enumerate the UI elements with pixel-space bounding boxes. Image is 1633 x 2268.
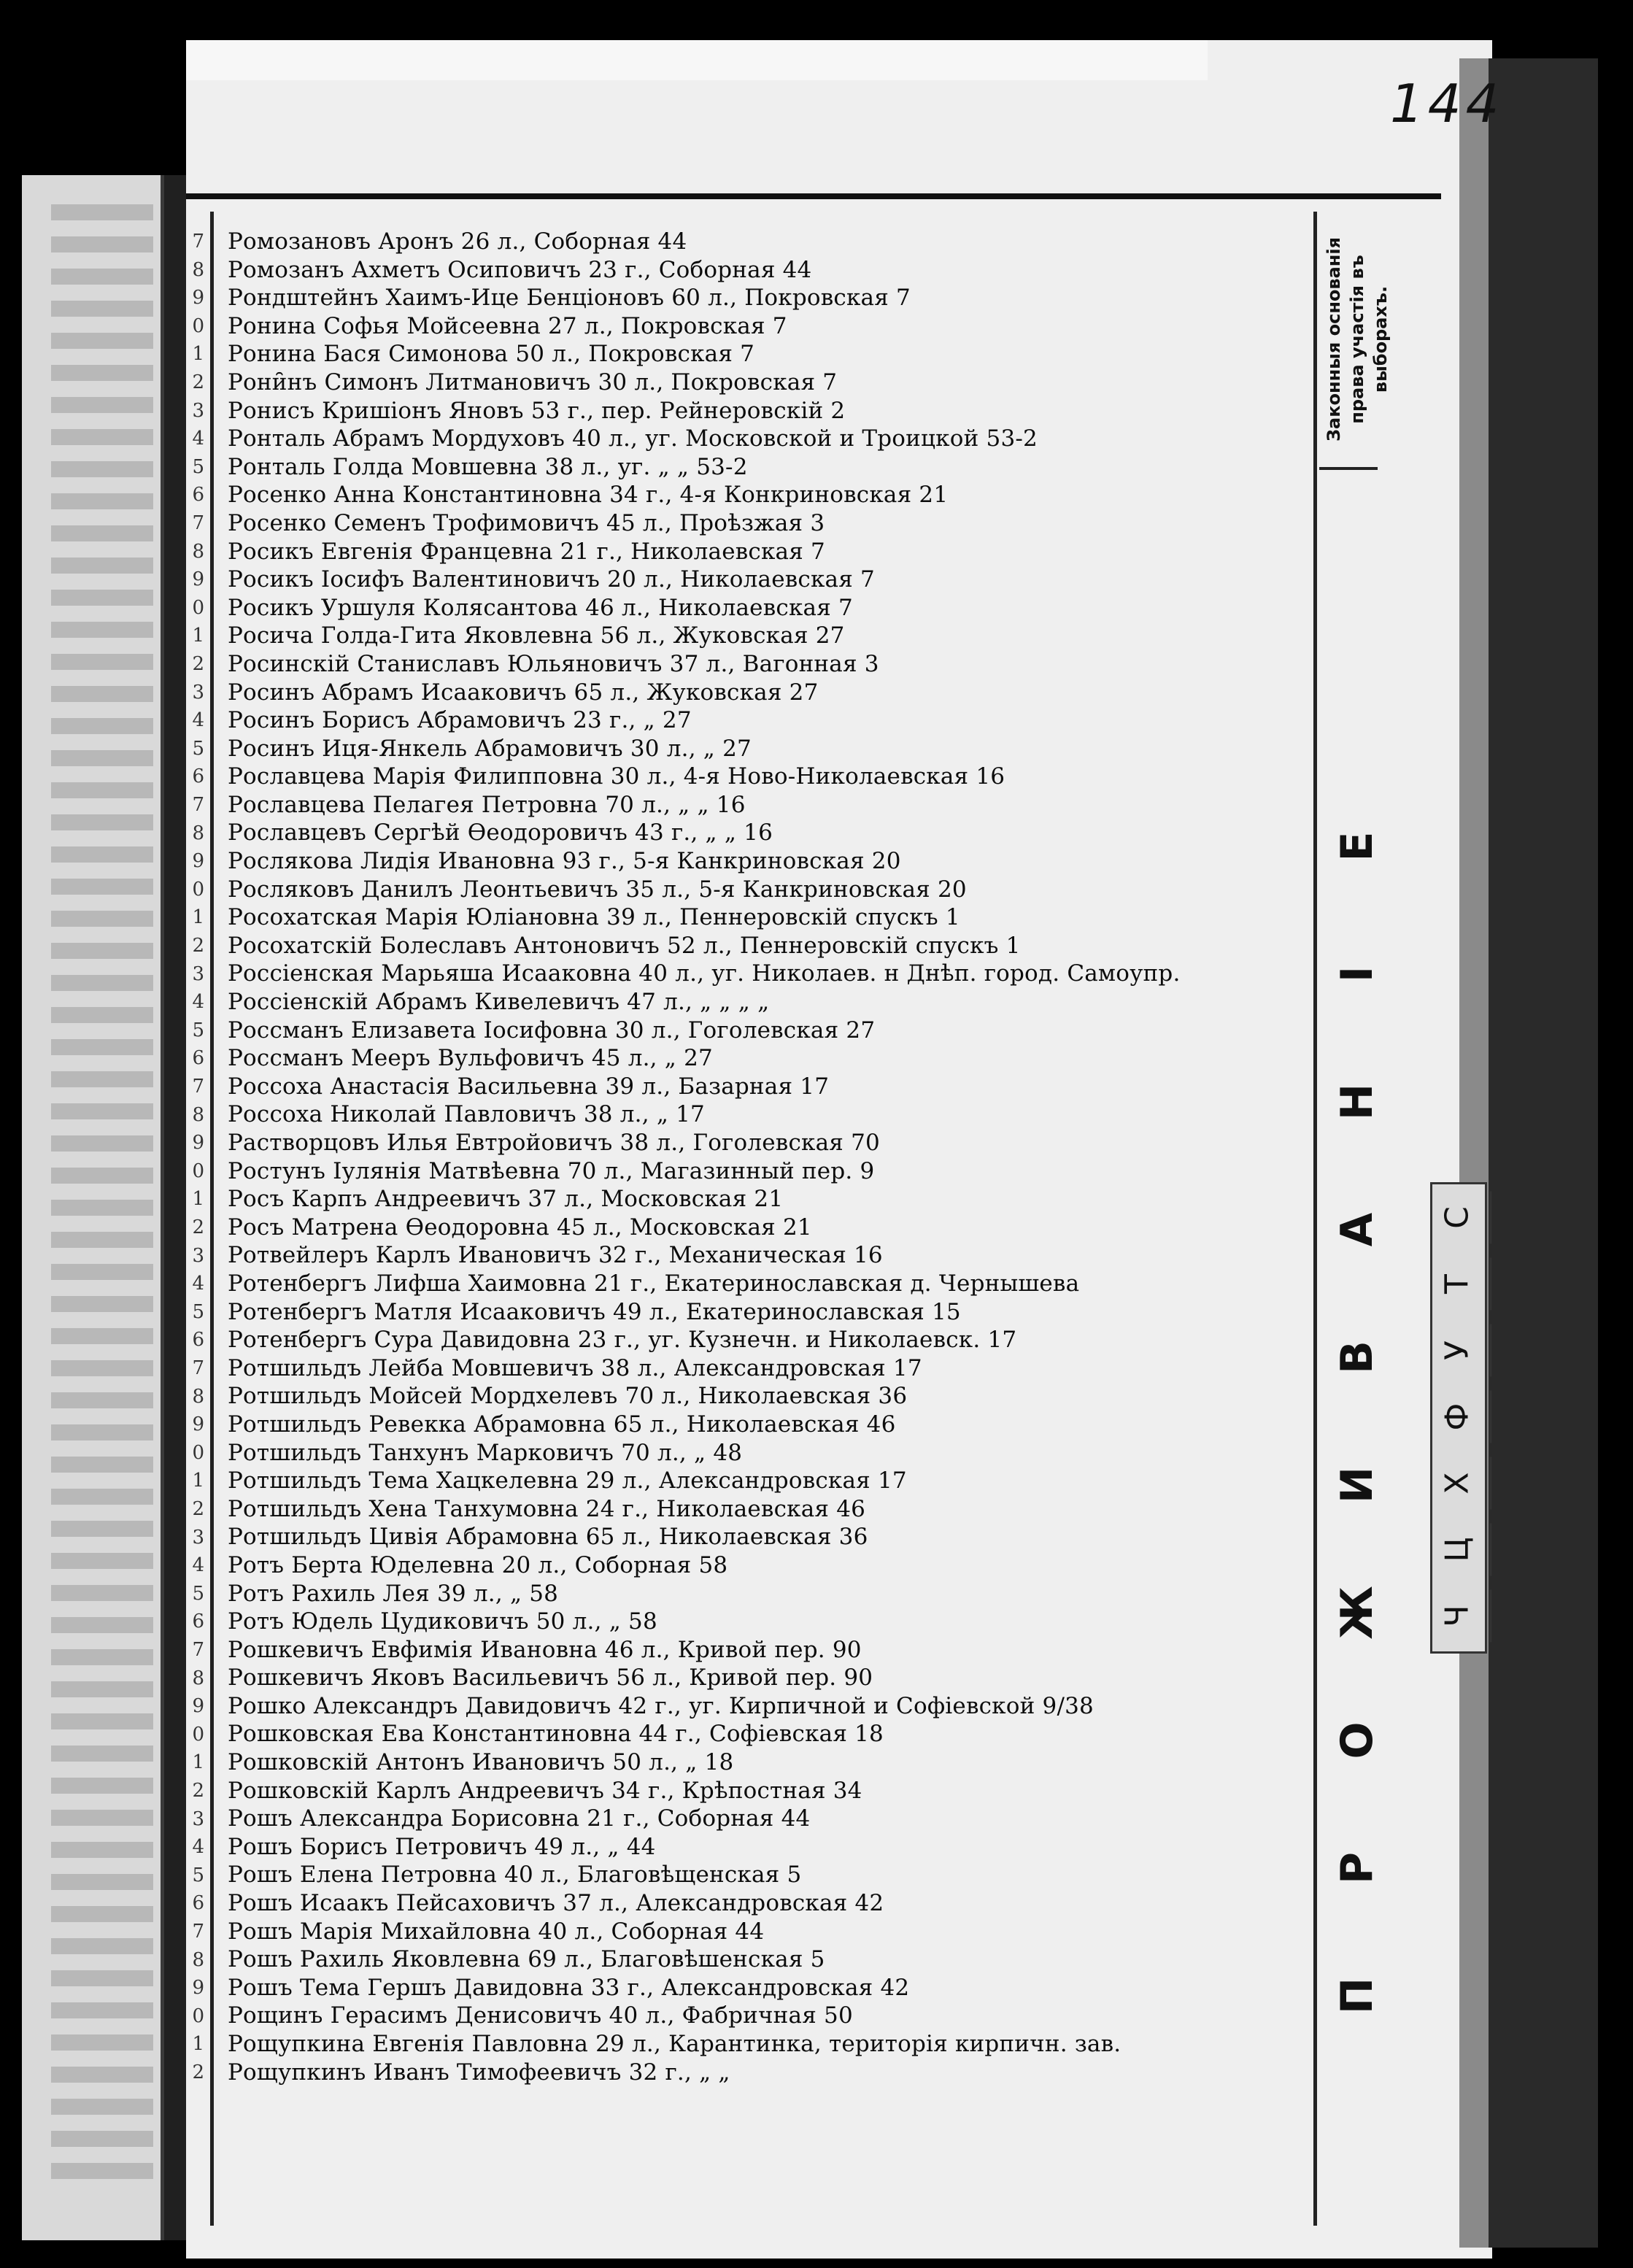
row-number: 7	[192, 1076, 204, 1098]
faint-text-line	[51, 1264, 153, 1280]
list-item: Рощинъ Герасимъ Денисовичъ 40 л., Фабричная 50	[228, 2002, 853, 2029]
list-item: Рославцевъ Сергѣй Ѳеодоровичъ 43 г., „ „ 16	[228, 819, 773, 846]
list-item: Росляковъ Данилъ Леонтьевичъ 35 л., 5-я Канкриновская 20	[228, 876, 967, 903]
list-item: Ротвейлеръ Карлъ Ивановичъ 32 г., Механическая 16	[228, 1242, 883, 1269]
list-item: Росохатская Марія Юліановна 39 л., Пеннеровскій спускъ 1	[228, 904, 960, 931]
tab-letter: Ф	[1426, 1391, 1492, 1443]
faint-text-line	[51, 1810, 153, 1826]
list-item: Россоха Николай Павловичъ 38 л., „ 17	[228, 1101, 705, 1128]
alphabet-tab	[1430, 1182, 1487, 1654]
list-item: Ротшильдъ Тема Хацкелевна 29 л., Александровская 17	[228, 1467, 907, 1494]
list-item: Рошкевичъ Евфимія Ивановна 46 л., Кривой пер. 90	[228, 1636, 862, 1663]
faint-text-line	[51, 590, 153, 606]
list-item: Ротшильдъ Лейба Мовшевичъ 38 л., Александровская 17	[228, 1354, 922, 1381]
list-item: Росинскій Станиславъ Юльяновичъ 37 л., Вагонная 3	[228, 650, 879, 677]
list-item: Ротшильдъ Танхунъ Марковичъ 70 л., „ 48	[228, 1439, 743, 1466]
faint-text-line	[51, 2002, 153, 2018]
list-item: Ронина Бася Симонова 50 л., Покровская 7	[228, 341, 755, 368]
row-number: 8	[192, 1667, 204, 1689]
page-edge-shadow	[1459, 58, 1492, 2248]
heading-letter: Р	[1332, 1852, 1383, 1884]
row-number: 7	[192, 1357, 204, 1379]
list-item: Рощупкина Евгенія Павловна 29 л., Карантинка, територія кирпичн. зав.	[228, 2031, 1122, 2057]
column-rule-right	[1313, 212, 1317, 2226]
faint-text-line	[51, 558, 153, 574]
list-item: Россманъ Мееръ Вульфовичъ 45 л., „ 27	[228, 1045, 713, 1072]
list-item: Рошковскій Антонъ Ивановичъ 50 л., „ 18	[228, 1749, 734, 1776]
faint-text-line	[51, 2131, 153, 2147]
faint-text-line	[51, 1649, 153, 1665]
list-item: Рославцева Марія Филипповна 30 л., 4-я Ново-Николаевская 16	[228, 763, 1005, 790]
faint-text-line	[51, 975, 153, 991]
list-item: Ротъ Рахиль Лея 39 л., „ 58	[228, 1580, 559, 1607]
faint-text-line	[51, 1232, 153, 1248]
list-item: Рошъ Тема Гершъ Давидовна 33 г., Александровская 42	[228, 1974, 910, 2001]
list-item: Ронталь Абрамъ Мордуховъ 40 л., уг. Московской и Троицкой 53-2	[228, 425, 1038, 452]
list-item: Росинъ Абрамъ Исааковичъ 65 л., Жуковская 27	[228, 679, 819, 706]
row-number: 7	[192, 794, 204, 816]
row-number: 6	[192, 1892, 204, 1915]
list-item: Рошъ Борисъ Петровичъ 49 л., „ 44	[228, 1833, 656, 1860]
row-number: 2	[192, 653, 204, 675]
row-number: 3	[192, 963, 204, 985]
row-number: 2	[192, 1216, 204, 1238]
row-number: 9	[192, 1132, 204, 1154]
list-item: Росинъ Иця-Янкель Абрамовичъ 30 л., „ 27	[228, 735, 752, 762]
row-number: 7	[192, 1921, 204, 1943]
list-item: Ротенбергъ Сура Давидовна 23 г., уг. Кузнечн. и Николаевск. 17	[228, 1327, 1017, 1354]
heading-letter: П	[1332, 1977, 1383, 2015]
faint-text-line	[51, 1071, 153, 1087]
row-number: 5	[192, 455, 204, 478]
list-item: Рошковскій Карлъ Андреевичъ 34 г., Крѣпостная 34	[228, 1777, 862, 1804]
heading-letter: І	[1332, 965, 1383, 983]
faint-text-line	[51, 1489, 153, 1505]
faint-text-line	[51, 429, 153, 445]
row-number: 1	[192, 1470, 204, 1492]
list-item: Ротъ Юдель Цудиковичъ 50 л., „ 58	[228, 1608, 657, 1635]
faint-text-line	[51, 1200, 153, 1216]
list-item: Рошко Александръ Давидовичъ 42 г., уг. Кирпичной и Софіевской 9/38	[228, 1692, 1094, 1719]
side-header-rule	[1319, 467, 1378, 470]
tab-letter: Т	[1426, 1258, 1492, 1311]
list-item: Рошъ Исаакъ Пейсаховичъ 37 л., Александровская 42	[228, 1890, 884, 1917]
row-number: 5	[192, 1019, 204, 1041]
faint-text-line	[51, 269, 153, 285]
list-item: Росинъ Борисъ Абрамовичъ 23 г., „ 27	[228, 707, 692, 734]
list-item: Ротшильдъ Мойсей Мордхелевъ 70 л., Николаевская 36	[228, 1383, 908, 1410]
list-item: Рошъ Александра Борисовна 21 г., Соборная 44	[228, 1805, 811, 1832]
faint-text-line	[51, 1007, 153, 1023]
row-number: 9	[192, 1695, 204, 1718]
faint-text-line	[51, 2034, 153, 2051]
list-item: Ронина Софья Мойсеевна 27 л., Покровская 7	[228, 312, 787, 339]
row-number: 6	[192, 484, 204, 506]
faint-text-line	[51, 1617, 153, 1633]
row-number: 3	[192, 399, 204, 422]
row-number: 7	[192, 1639, 204, 1661]
faint-text-line	[51, 1938, 153, 1954]
faint-text-line	[51, 1874, 153, 1890]
tab-letter: С	[1426, 1192, 1492, 1244]
list-item: Рошъ Елена Петровна 40 л., Благовѣщенская 5	[228, 1862, 802, 1889]
row-number: 7	[192, 231, 204, 252]
row-number: 1	[192, 1188, 204, 1211]
row-number: 8	[192, 258, 204, 281]
list-item: Россіенская Марьяша Исааковна 40 л., уг. Николаев. н Днѣп. город. Самоупр.	[228, 960, 1181, 987]
faint-text-line	[51, 1521, 153, 1537]
list-item: Ротшильдъ Хена Танхумовна 24 г., Николаевская 46	[228, 1495, 866, 1522]
list-item: Рощупкинъ Иванъ Тимофеевичъ 32 г., „ „	[228, 2059, 730, 2086]
row-number: 8	[192, 1948, 204, 1971]
row-number: 4	[192, 1273, 204, 1295]
faint-text-line	[51, 814, 153, 830]
faint-text-line	[51, 718, 153, 734]
faint-text-line	[51, 301, 153, 317]
list-item: Росикъ Евгенія Францевна 21 г., Николаевская 7	[228, 538, 825, 565]
list-item: Ронталь Голда Мовшевна 38 л., уг. „ „ 53-2	[228, 453, 748, 480]
faint-text-line	[51, 782, 153, 798]
list-item: Рошкевичъ Яковъ Васильевичъ 56 л., Кривой пер. 90	[228, 1665, 873, 1692]
faint-text-line	[51, 365, 153, 381]
heading-letter: А	[1332, 1212, 1383, 1247]
faint-text-line	[51, 525, 153, 541]
list-item: Рондштейнъ Хаимъ-Ице Бенціоновъ 60 л., Покровская 7	[228, 285, 911, 312]
list-item: Россманъ Елизавета Іосифовна 30 л., Гоголевская 27	[228, 1017, 876, 1044]
heading-letter: Е	[1332, 831, 1383, 862]
list-item: Рослякова Лидія Ивановна 93 г., 5-я Канкриновская 20	[228, 848, 901, 875]
list-item: Росича Голда-Гита Яковлевна 56 л., Жуковская 27	[228, 622, 845, 649]
row-number: 1	[192, 1751, 204, 1774]
row-number: 6	[192, 765, 204, 788]
row-number: 1	[192, 343, 204, 366]
tab-letter: Х	[1426, 1457, 1492, 1510]
faint-text-line	[51, 1585, 153, 1601]
faint-text-line	[51, 1392, 153, 1408]
faint-text-line	[51, 1906, 153, 1922]
row-number: 5	[192, 1582, 204, 1605]
list-item: Росенко Анна Константиновна 34 г., 4-я Конкриновская 21	[228, 482, 949, 509]
list-item: Росъ Матрена Ѳеодоровна 45 л., Московская 21	[228, 1214, 812, 1241]
row-number: 0	[192, 1723, 204, 1746]
list-item: Ронисъ Кришіонъ Яновъ 53 г., пер. Рейнеровскій 2	[228, 397, 846, 424]
row-number: 4	[192, 991, 204, 1014]
faint-text-line	[51, 1553, 153, 1569]
row-number: 1	[192, 625, 204, 647]
row-number: 0	[192, 596, 204, 619]
row-number: 0	[192, 1160, 204, 1182]
list-item: Ротшильдъ Цивія Абрамовна 65 л., Николаевская 36	[228, 1524, 868, 1551]
list-item: Росенко Семенъ Трофимовичъ 45 л., Проѣзжая 3	[228, 509, 825, 536]
heading-letter: Ж	[1332, 1586, 1383, 1640]
faint-text-line	[51, 2163, 153, 2179]
faint-text-line	[51, 1778, 153, 1794]
row-number: 4	[192, 428, 204, 450]
list-item: Растворцовъ Илья Евтройовичъ 38 л., Гоголевская 70	[228, 1130, 880, 1156]
page-top-fold	[186, 40, 1208, 80]
row-number: 7	[192, 512, 204, 534]
faint-text-line	[51, 1328, 153, 1344]
list-item: Росохатскій Болеславъ Антоновичъ 52 л., Пеннеровскій спускъ 1	[228, 932, 1021, 959]
list-item: Росикъ Уршуля Колясантова 46 л., Николаевская 7	[228, 594, 853, 621]
faint-text-line	[51, 1296, 153, 1312]
faint-text-line	[51, 911, 153, 927]
row-number: 0	[192, 878, 204, 900]
faint-text-line	[51, 1424, 153, 1440]
faint-text-line	[51, 2067, 153, 2083]
list-item: Росикъ Іосифъ Валентиновичъ 20 л., Николаевская 7	[228, 566, 875, 593]
tab-letter: Ч	[1426, 1590, 1492, 1643]
row-number: 4	[192, 709, 204, 732]
side-column-header	[1322, 219, 1391, 460]
row-number: 8	[192, 822, 204, 844]
list-item: Рославцева Пелагея Петровна 70 л., „ „ 16	[228, 791, 746, 818]
faint-text-line	[51, 1135, 153, 1152]
tab-letter: Ц	[1426, 1524, 1492, 1576]
left-adjacent-page	[22, 175, 165, 2240]
list-item: Рошъ Рахиль Яковлевна 69 л., Благовѣшенская 5	[228, 1946, 825, 1973]
list-item: Рошковская Ева Константиновна 44 г., Софіевская 18	[228, 1721, 884, 1748]
heading-letter: О	[1332, 1721, 1383, 1759]
row-number: 3	[192, 1244, 204, 1267]
row-number: 9	[192, 1413, 204, 1436]
top-rule	[186, 193, 1441, 199]
faint-text-line	[51, 204, 153, 220]
list-item: Россоха Анастасія Васильевна 39 л., Базарная 17	[228, 1073, 830, 1100]
faint-text-line	[51, 1360, 153, 1376]
row-number: 3	[192, 1526, 204, 1548]
row-number: 0	[192, 315, 204, 337]
book-right-edge	[1489, 58, 1598, 2248]
faint-text-line	[51, 1457, 153, 1473]
list-item: Росъ Карпъ Андреевичъ 37 л., Московская 21	[228, 1186, 784, 1213]
row-number: 4	[192, 1554, 204, 1577]
list-item: Ротъ Берта Юделевна 20 л., Соборная 58	[228, 1551, 728, 1578]
row-number: 2	[192, 2061, 204, 2083]
row-number: 2	[192, 1498, 204, 1520]
row-number: 1	[192, 906, 204, 929]
row-number: 3	[192, 1808, 204, 1830]
side-header-text: Законныя основанія права участія въ выборахъ.	[1324, 236, 1391, 442]
faint-text-line	[51, 879, 153, 895]
faint-text-line	[51, 1842, 153, 1858]
row-number: 9	[192, 850, 204, 873]
list-item: Ростунъ Іулянія Матвѣевна 70 л., Магазинный пер. 9	[228, 1157, 875, 1184]
row-number: 9	[192, 568, 204, 591]
list-item: Ромозанъ Ахметъ Осиповичъ 23 г., Соборная 44	[228, 256, 812, 283]
faint-text-line	[51, 1746, 153, 1762]
row-number: 5	[192, 1300, 204, 1323]
row-number: 0	[192, 2005, 204, 2027]
faint-text-line	[51, 1681, 153, 1697]
row-number: 3	[192, 681, 204, 703]
page-number: 144	[1390, 73, 1504, 134]
faint-text-line	[51, 1039, 153, 1055]
row-number: 1	[192, 2033, 204, 2056]
row-number: 6	[192, 1047, 204, 1070]
list-item: Ромозановъ Аронъ 26 л., Соборная 44	[228, 228, 687, 255]
faint-text-line	[51, 397, 153, 413]
row-number: 8	[192, 1103, 204, 1126]
faint-text-line	[51, 846, 153, 863]
faint-text-line	[51, 622, 153, 638]
faint-text-line	[51, 1168, 153, 1184]
faint-text-line	[51, 943, 153, 959]
faint-text-line	[51, 2099, 153, 2115]
list-item: Рони̑нъ Симонъ Литмановичъ 30 л., Покровская 7	[228, 369, 838, 396]
faint-text-line	[51, 654, 153, 670]
heading-letter: И	[1332, 1466, 1383, 1504]
faint-text-line	[51, 1970, 153, 1986]
list-item: Ротенбергъ Матля Исааковичъ 49 л., Екатеринославская 15	[228, 1298, 961, 1325]
row-number: 9	[192, 1977, 204, 1999]
row-number: 8	[192, 540, 204, 563]
row-number: 0	[192, 1441, 204, 1464]
list-item: Россіенскій Абрамъ Кивелевичъ 47 л., „ „ „ „	[228, 989, 770, 1016]
row-number: 5	[192, 1864, 204, 1886]
faint-text-line	[51, 461, 153, 477]
faint-text-line	[51, 333, 153, 349]
resident-list	[228, 228, 1308, 2086]
list-item: Ротшильдъ Ревекка Абрамовна 65 л., Николаевская 46	[228, 1411, 896, 1438]
row-number: 2	[192, 935, 204, 957]
heading-letter: В	[1332, 1341, 1383, 1374]
faint-text-line	[51, 1713, 153, 1729]
list-item: Рошъ Марія Михайловна 40 л., Соборная 44	[228, 1918, 765, 1945]
row-number: 4	[192, 1836, 204, 1859]
faint-text-line	[51, 686, 153, 702]
faint-text-line	[51, 1103, 153, 1119]
faint-text-line	[51, 493, 153, 509]
row-number: 2	[192, 1780, 204, 1802]
row-number: 8	[192, 1385, 204, 1408]
tab-letter: У	[1426, 1324, 1492, 1377]
row-number: 6	[192, 1611, 204, 1633]
row-number: 9	[192, 287, 204, 309]
list-item: Ротенбергъ Лифша Хаимовна 21 г., Екатеринославская д. Чернышева	[228, 1270, 1080, 1297]
row-number: 2	[192, 371, 204, 393]
row-number: 6	[192, 1329, 204, 1351]
column-rule-left	[210, 212, 214, 2226]
heading-letter: Н	[1332, 1083, 1383, 1121]
vertical-heading	[1328, 730, 1386, 2043]
row-number: 5	[192, 737, 204, 760]
faint-text-line	[51, 750, 153, 766]
faint-text-line	[51, 236, 153, 252]
